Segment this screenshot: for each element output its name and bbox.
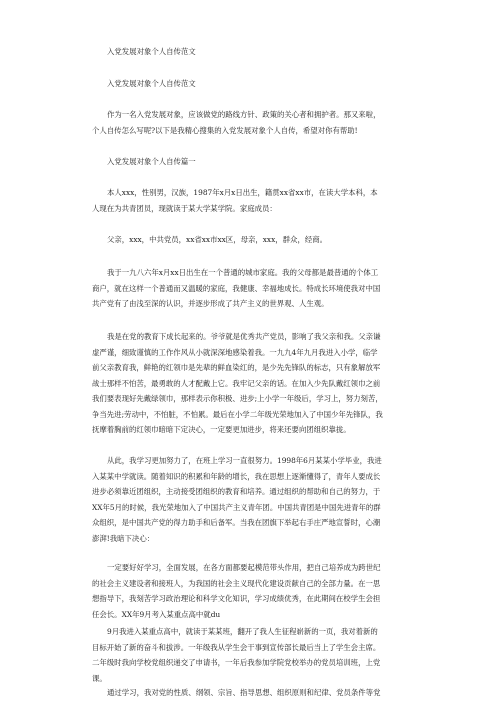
- education-paragraph: 我是在党的教育下成长起来的。爷爷就是优秀共产党员，影响了我父亲和我。父亲谦 虚严谨，细致谨慎的工作作风从小就深深地感染着我。一九九4年九月我进入小学，临学 前父亲教育我，鲜艳的红领巾是先辈的鲜血染红的，是少先先锋队的标志，只有象解放军 战士那样不怕苦，最勇敢的人才配戴上它。我牢记父亲的话。在加入少先队戴红领巾之前 我们要表现好先戴绿领巾，那样表示你积极、进步;上小学一年级后，学习上，努力刻苦， 争当先进;劳动中，不怕脏，不怕累。最后在小学二年级光荣地加入了中国少年先锋队，我 抚摩着胸前的红领巾暗暗下定决心，一定要更加进步，将来还要向团组织靠拢。: [92, 332, 383, 434]
- family-members: 父亲，xxx，中共党员，xx省xx市xx区，母亲，xxx，群众，经商。: [107, 235, 328, 244]
- birth-paragraph: 我于一九八六年x月xx日出生在一个普通的城市家庭。我的父母都是最普通的个体工 商户，就在这样一个普通而又温暖的家庭，我健康、幸福地成长。特成长环境使我对中国 共产党有了由浅至深的认识，并逐步形成了共产主义的世界观、人生观。: [92, 268, 381, 308]
- document-title: 入党发展对象个人自传范文: [107, 47, 196, 56]
- resolve-paragraph: 一定要好好学习，全面发展，在各方面都要起模范带头作用，把自己培养成为跨世纪 的社会主义建设者和接班人，为我国的社会主义现代化建设贡献自己的全部力量。在一思 想指导下，我刻苦学习政治理论和科学文化知识，学习成绩优秀，在此期间在校学生会担 任会长。XX年9月考入某重点高中就du: [92, 563, 381, 619]
- highschool-paragraph: 9月我进入某重点高中，就读于某某班，翻开了我人生征程崭新的一页，我对着新的 目标开始了新的奋斗和拔涉。一年级我从学生会干事到宣传部长最后当上了学生会主席。 二年级时我向学校党组织递交了申请书，一年后我参加学院党校举办的党员培训班，上党 课。: [92, 627, 381, 683]
- youth-league-paragraph: 从此，我学习更加努力了，在班上学习一直很努力。1998年6月某某小学毕业，我进 入某某中学就读。随着知识的积累和年龄的增长，我在思想上逐渐懂得了，青年人要成长 进步必须靠近团组织，主动接受团组织的教育和培养。通过组织的帮助和自己的努力，于 XX年5月的时候，我光荣地加入了中国共产主义青年团。中国共青团是中国先进青年的群 众组织，是中国共产党的得力助手和后备军。当我在团旗下举起右手庄严地宣誓时，心潮 澎湃!我暗下决心：: [92, 456, 382, 543]
- document-subtitle: 入党发展对象个人自传范文: [107, 79, 196, 88]
- basic-info-paragraph: 本人xxx，性别男，汉族，1987年x月x日出生，籍贯xx省xx市，在读大学本科，本 人现在为共青团员，现就读于某大学某学院。家庭成员：: [92, 188, 378, 213]
- section-heading: 入党发展对象个人自传篇一: [107, 157, 196, 166]
- study-paragraph: 通过学习，我对党的性质、纲领、宗旨、指导思想、组织原则和纪律、党员条件等党: [107, 688, 381, 697]
- intro-paragraph: 作为一名入党发展对象，应该做党的路线方针、政策的关心者和拥护者。那又来啦， 个人自传怎么写呢?以下是我精心搜集的入党发展对象个人自传，希望对你有帮助!: [92, 110, 381, 135]
